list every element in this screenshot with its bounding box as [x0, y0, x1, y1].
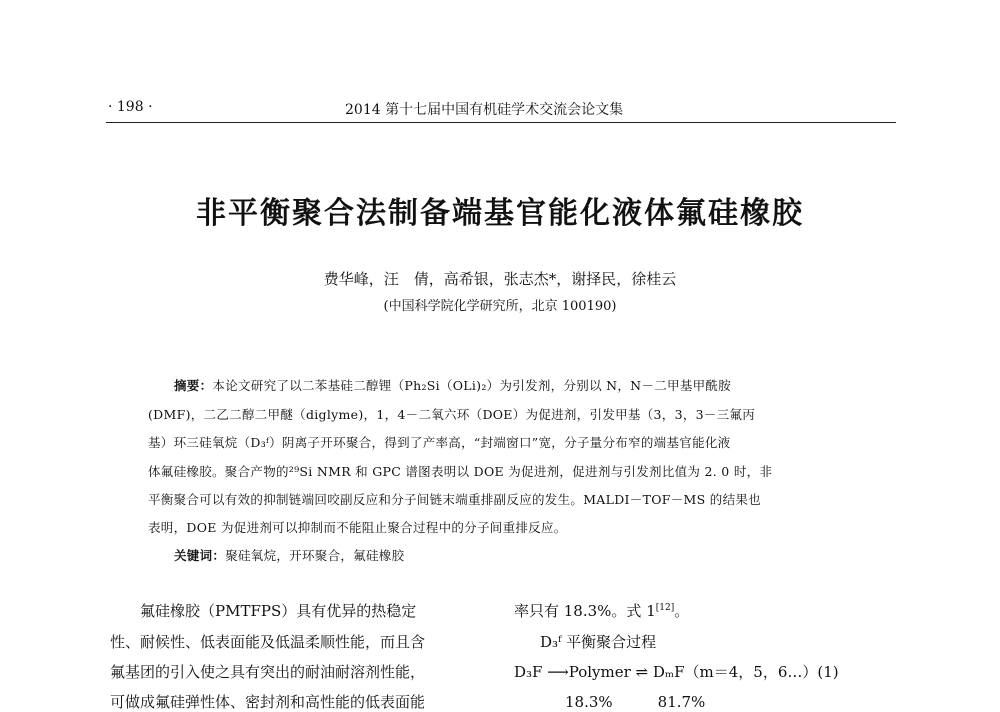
abstract-line: (DMF)，二乙二醇二甲醚（diglyme)，1，4－二氧六环（DOE）为促进剂，引发甲基（3，3，3－三氟丙 [148, 407, 756, 422]
equation-yields: 18.3% 81.7% [565, 693, 706, 711]
paper-title: 非平衡聚合法制备端基官能化液体氟硅橡胶 [196, 196, 804, 231]
running-header: 2014 第十七届中国有机硅学术交流会论文集 [345, 102, 624, 118]
page-number: · 198 · [108, 99, 153, 115]
citation: [12] [655, 603, 675, 613]
scheme-title: D₃ᶠ 平衡聚合过程 [540, 633, 657, 651]
body-line: 氟硅橡胶（PMTFPS）具有优异的热稳定 [110, 602, 417, 620]
body-line: 率只有 18.3%。式 1[12]。 [514, 602, 690, 620]
abstract-line: 平衡聚合可以有效的抑制链端回咬副反应和分子间链末端重排副反应的发生。MALDI－TOF－MS 的结果也 [148, 492, 761, 507]
abstract-label: 摘要： [174, 378, 213, 393]
body-line: 可做成氟硅弹性体、密封剂和高性能的低表面能 [110, 693, 426, 711]
equation: D₃F ⟶Polymer ⇌ DₘF（m＝4，5，6…）(1) [514, 663, 839, 681]
abstract-line: 体氟硅橡胶。聚合产物的²⁹Si NMR 和 GPC 谱图表明以 DOE 为促进剂，促进剂与引发剂比值为 2. 0 时，非 [148, 464, 773, 479]
body-line: 氟基团的引入使之具有突出的耐油耐溶剂性能， [110, 663, 426, 681]
keywords: 关键词：聚硅氧烷，开环聚合，氟硅橡胶 [174, 548, 405, 563]
affiliation: (中国科学院化学研究所，北京 100190) [383, 299, 617, 314]
abstract-line: 表明，DOE 为促进剂可以抑制而不能阻止聚合过程中的分子间重排反应。 [148, 520, 567, 535]
header-rule [106, 122, 896, 123]
authors: 费华峰，汪 倩，高希银，张志杰*，谢择民，徐桂云 [323, 270, 677, 288]
body-line: 性、耐候性、低表面能及低温柔顺性能，而且含 [110, 633, 426, 651]
abstract-line: 摘要：本论文研究了以二苯基硅二醇锂（Ph₂Si（OLi)₂）为引发剂，分别以 N，N－二甲基甲酰胺 [174, 378, 732, 393]
abstract-line: 基）环三硅氧烷（D₃ᶠ）阴离子开环聚合，得到了产率高，“封端窗口”宽，分子量分布窄的端基官能化液 [148, 435, 731, 450]
